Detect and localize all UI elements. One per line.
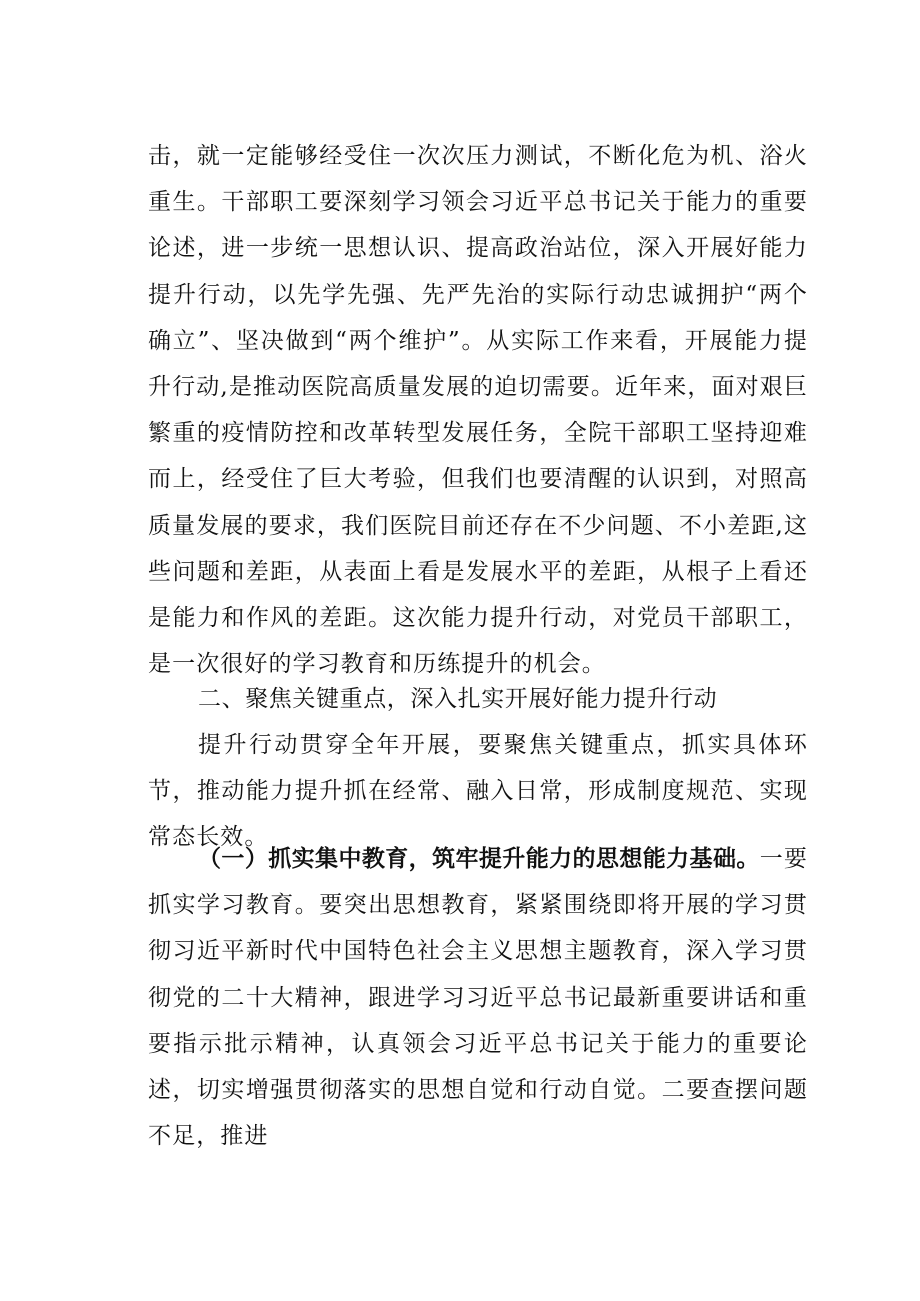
- subsection-body: 一要抓实学习教育。要突出思想教育，紧紧围绕即将开展的学习贯彻习近平新时代中国特色社会主义思想主题教育，深入学习贯彻党的二十大精神，跟进学习习近平总书记最新重要讲话和重要指示批示精神，认真领会习近平总书记关于能力的重要论述，切实增强贯彻落实的思想自觉和行动自觉。二要查摆问题不足，推进: [148, 846, 808, 1150]
- subsection-title: （一）抓实集中教育，筑牢提升能力的思想能力基础。: [198, 846, 760, 872]
- section-heading: 二、聚焦关键重点，深入扎实开展好能力提升行动: [198, 686, 718, 712]
- subsection-paragraph: [148, 836, 808, 1159]
- section-intro-paragraph: 提升行动贯穿全年开展，要聚焦关键重点，抓实具体环节，推动能力提升抓在经常、融入日常，形成制度规范、实现常态长效。: [148, 732, 808, 851]
- body-paragraph-continued: 击，就一定能够经受住一次次压力测试，不断化危为机、浴火重生。干部职工要深刻学习领会习近平总书记关于能力的重要论述，进一步统一思想认识、提高政治站位，深入开展好能力提升行动，以先学先强、先严先治的实际行动忠诚拥护“两个确立”、坚决做到“两个维护”。从实际工作来看，开展能力提升行动,是推动医院高质量发展的迫切需要。近年来，面对艰巨繁重的疫情防控和改革转型发展任务，全院干部职工坚持迎难而上，经受住了巨大考验，但我们也要清醒的认识到，对照高质量发展的要求，我们医院目前还存在不少问题、不小差距,这些问题和差距，从表面上看是发展水平的差距，从根子上看还是能力和作风的差距。这次能力提升行动，对党员干部职工，是一次很好的学习教育和历练提升的机会。: [148, 143, 808, 678]
